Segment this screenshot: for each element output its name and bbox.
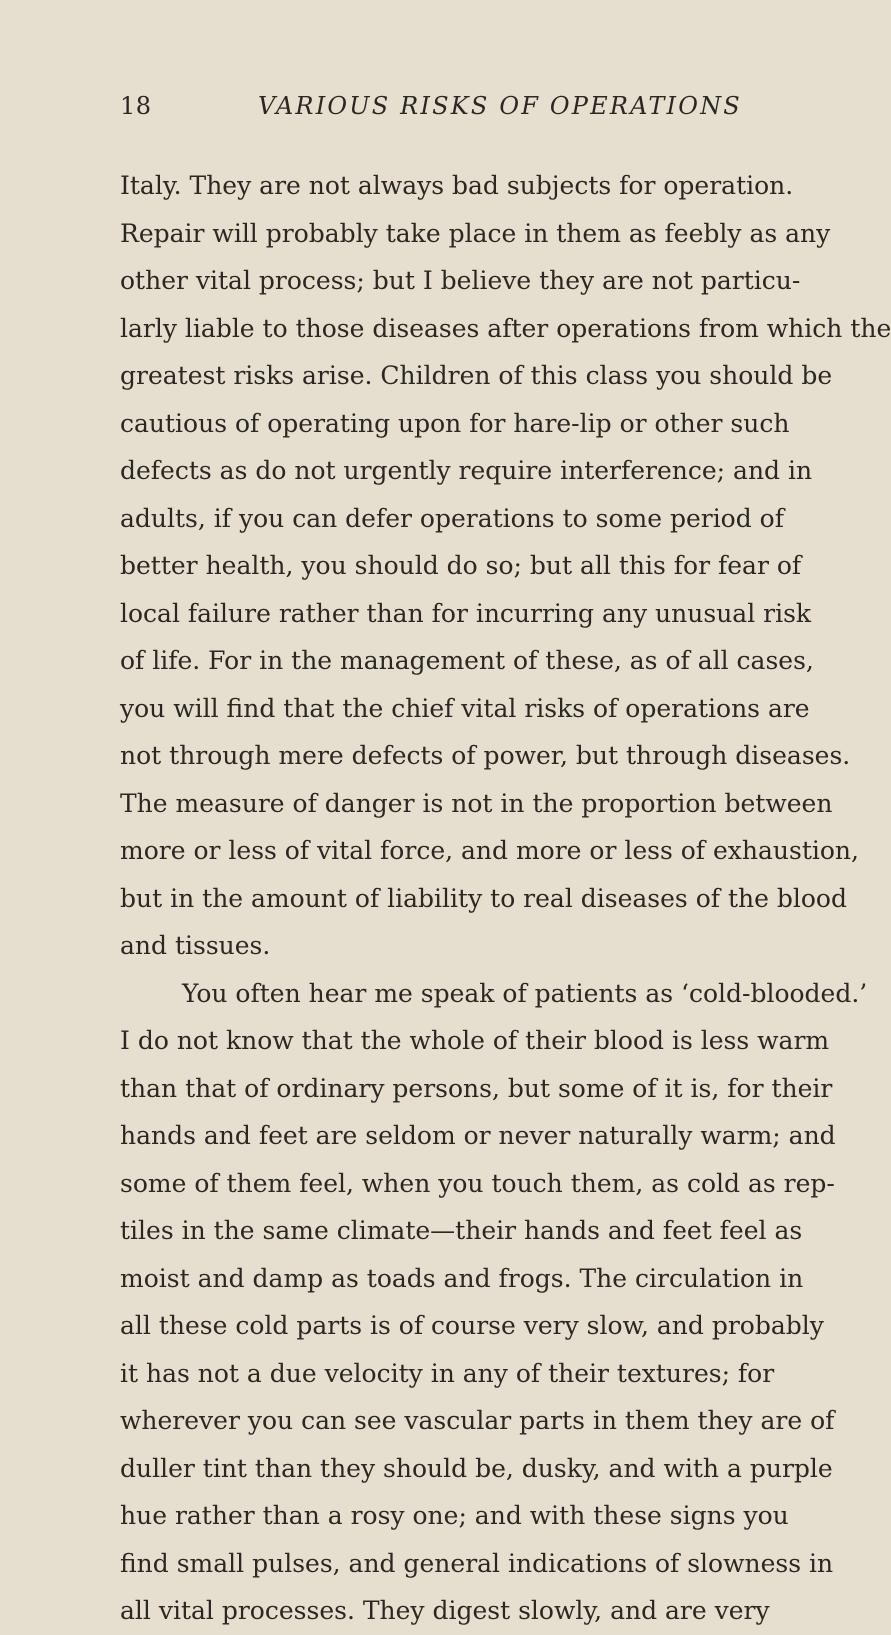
text-line: adults, if you can defer operations to some period of: [120, 503, 784, 533]
text-line: Italy. They are not always bad subjects for operation.: [120, 171, 794, 200]
text-line: I do not know that the whole of their blood is less warm: [120, 1026, 830, 1055]
text-line: wherever you can see vascular parts in them they are of: [120, 1406, 835, 1435]
text-line: larly liable to those diseases after operations from which the: [120, 313, 891, 343]
text-line: all these cold parts is of course very slow, and probably: [120, 1311, 824, 1340]
body-text: [120, 162, 891, 1635]
text-line: greatest risks arise. Children of this class you should be: [120, 361, 833, 390]
text-line: some of them feel, when you touch them, as cold as rep-: [120, 1168, 835, 1198]
text-line: you will find that the chief vital risks of operations are: [120, 693, 810, 723]
text-line: all vital processes. They digest slowly, and are very: [120, 1596, 770, 1625]
text-line: other vital process; but I believe they are not particu-: [120, 266, 801, 295]
text-line: hue rather than a rosy one; and with these signs you: [120, 1501, 789, 1530]
text-line: not through mere defects of power, but through diseases.: [120, 741, 851, 770]
text-line: hands and feet are seldom or never naturally warm; and: [120, 1121, 836, 1150]
text-line: better health, you should do so; but all this for fear of: [120, 551, 802, 580]
text-line: tiles in the same climate—their hands and feet feel as: [120, 1216, 803, 1245]
paragraph-start-line: You often hear me speak of patients as ‘cold-blooded.’: [182, 978, 868, 1008]
text-line: duller tint than they should be, dusky, and with a purple: [120, 1453, 833, 1483]
running-title: VARIOUS RISKS OF OPERATIONS: [258, 92, 742, 120]
text-line: of life. For in the management of these, as of all cases,: [120, 646, 814, 675]
text-line: moist and damp as toads and frogs. The circulation in: [120, 1263, 804, 1293]
text-line: it has not a due velocity in any of their textures; for: [120, 1358, 775, 1388]
text-line: The measure of danger is not in the proportion between: [120, 788, 833, 818]
text-line: more or less of vital force, and more or less of exhaustion,: [120, 836, 859, 865]
text-line: defects as do not urgently require interference; and in: [120, 456, 813, 485]
text-line: than that of ordinary persons, but some of it is, for their: [120, 1073, 833, 1103]
page-header: [120, 92, 740, 126]
text-line: Repair will probably take place in them as feebly as any: [120, 218, 831, 248]
page-number: 18: [120, 92, 152, 120]
text-line: cautious of operating upon for hare-lip or other such: [120, 408, 790, 438]
paragraph-end-line: and tissues.: [120, 931, 271, 960]
text-line: but in the amount of liability to real diseases of the blood: [120, 883, 847, 913]
text-line: local failure rather than for incurring any unusual risk: [120, 598, 812, 628]
text-line: find small pulses, and general indications of slowness in: [120, 1548, 834, 1578]
